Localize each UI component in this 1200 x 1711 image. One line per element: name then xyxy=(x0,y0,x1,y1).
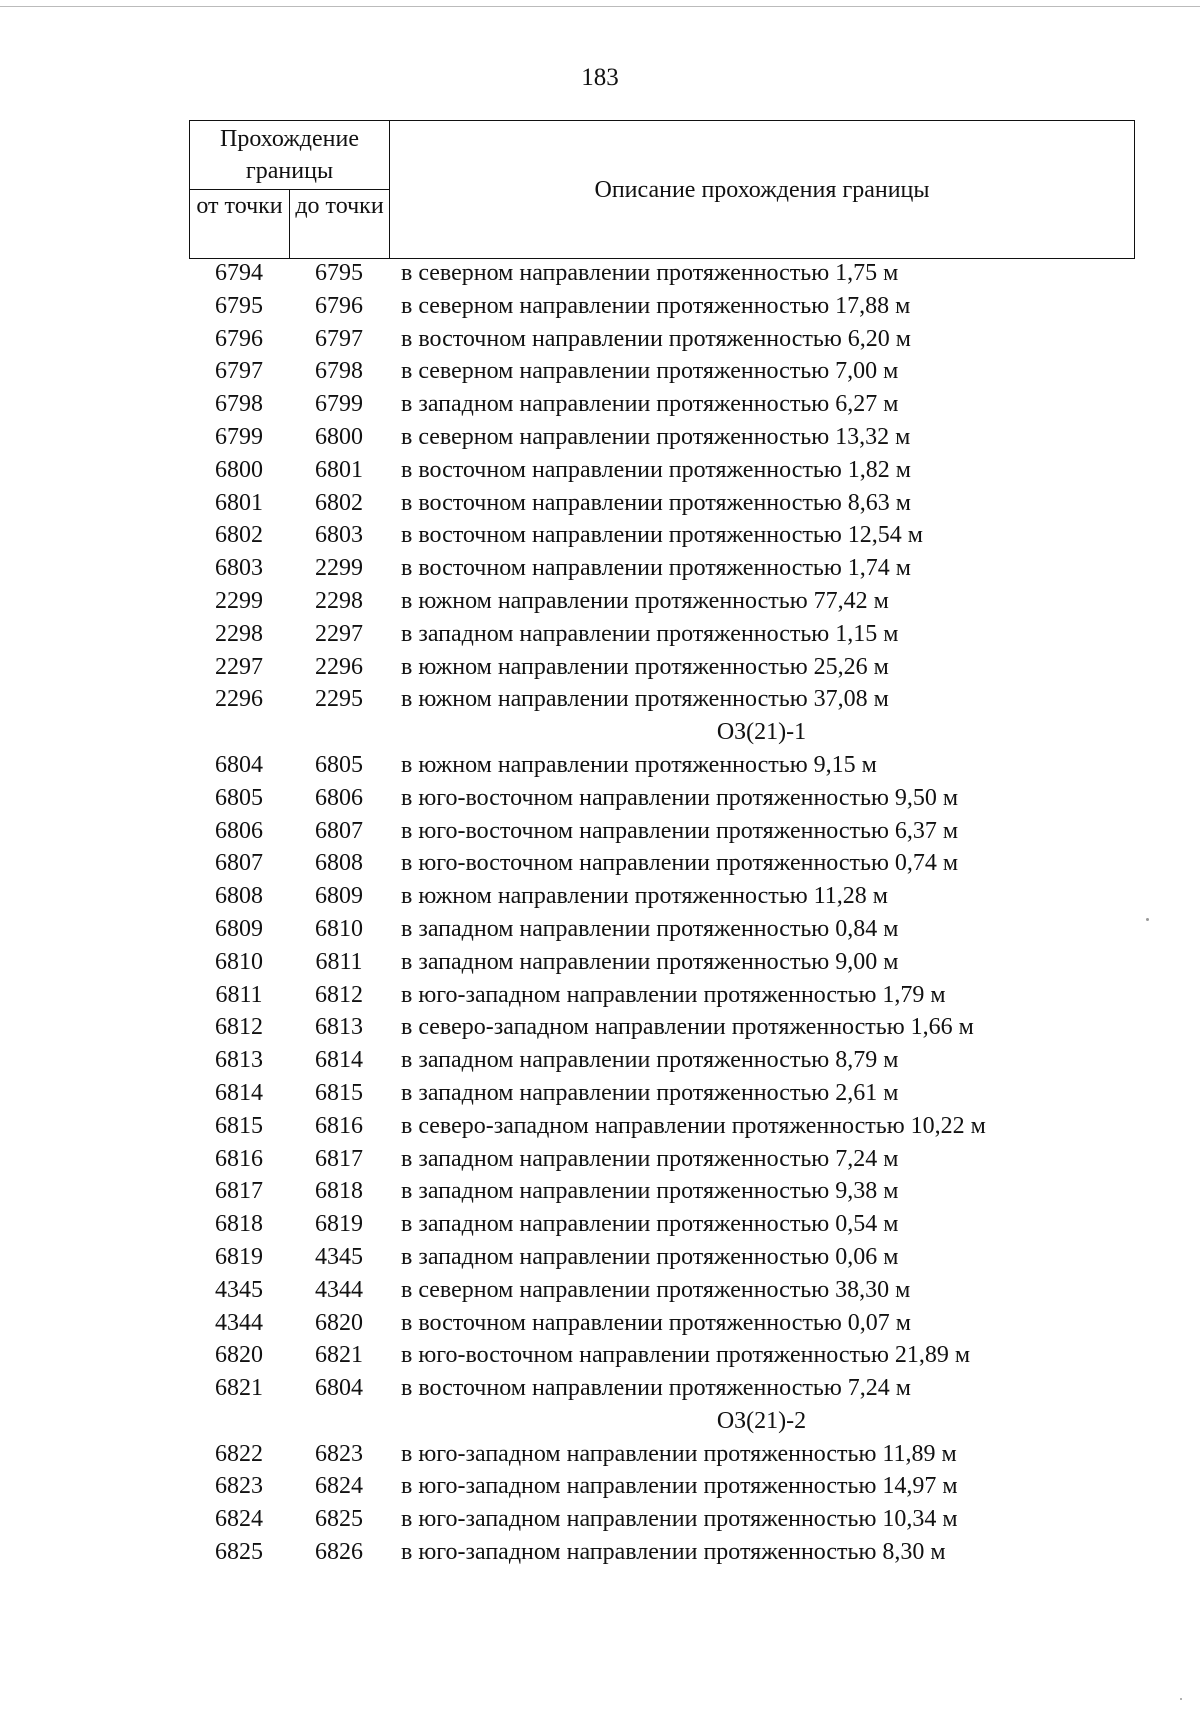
description-cell: в западном направлении протяженностью 1,15 м xyxy=(401,620,899,647)
table-row xyxy=(189,1340,1134,1373)
table-row xyxy=(189,684,1134,717)
description-cell: в южном направлении протяженностью 37,08 м xyxy=(401,686,889,713)
from-point-cell: 6822 xyxy=(215,1440,263,1467)
table-row xyxy=(189,422,1134,455)
description-cell: в западном направлении протяженностью 8,79 м xyxy=(401,1047,899,1074)
to-point-cell: 2298 xyxy=(315,587,363,614)
table-row xyxy=(189,1242,1134,1275)
from-point-cell: 6807 xyxy=(215,850,263,877)
description-cell: в северном направлении протяженностью 38,30 м xyxy=(401,1276,911,1303)
to-point-cell: 6804 xyxy=(315,1375,363,1402)
table-row xyxy=(189,1373,1134,1406)
page-number: 183 xyxy=(581,64,619,91)
description-cell: в юго-западном направлении протяженностью 14,97 м xyxy=(401,1473,958,1500)
to-point-cell: 4345 xyxy=(315,1243,363,1270)
table-row xyxy=(189,947,1134,980)
table-row xyxy=(189,1537,1134,1570)
to-point-cell: 6801 xyxy=(315,456,363,483)
to-point-cell: 2295 xyxy=(315,686,363,713)
header-boundary-passage: Прохождение границы xyxy=(190,121,390,190)
description-cell: в юго-западном направлении протяженностью 8,30 м xyxy=(401,1539,946,1566)
description-cell: в юго-западном направлении протяженностью 10,34 м xyxy=(401,1506,958,1533)
table-row xyxy=(189,356,1134,389)
to-point-cell: 4344 xyxy=(315,1276,363,1303)
to-point-cell: 6821 xyxy=(315,1342,363,1369)
to-point-cell: 6803 xyxy=(315,522,363,549)
to-point-cell: 6819 xyxy=(315,1211,363,1238)
description-cell: в восточном направлении протяженностью 6,20 м xyxy=(401,325,911,352)
description-cell: в юго-восточном направлении протяженностью 21,89 м xyxy=(401,1342,971,1369)
section-heading: ОЗ(21)-1 xyxy=(716,719,807,746)
from-point-cell: 6811 xyxy=(215,981,263,1008)
from-point-cell: 6797 xyxy=(215,358,263,385)
from-point-cell: 6795 xyxy=(215,292,263,319)
to-point-cell: 6799 xyxy=(315,391,363,418)
description-cell: в северном направлении протяженностью 7,00 м xyxy=(401,358,899,385)
to-point-cell: 6818 xyxy=(315,1178,363,1205)
to-point-cell: 6825 xyxy=(315,1506,363,1533)
scan-speck xyxy=(1180,1698,1182,1700)
table-row xyxy=(189,1045,1134,1078)
from-point-cell: 6804 xyxy=(215,751,263,778)
description-cell: в западном направлении протяженностью 9,38 м xyxy=(401,1178,899,1205)
boundary-rows xyxy=(189,258,1134,1570)
from-point-cell: 6796 xyxy=(215,325,263,352)
from-point-cell: 6818 xyxy=(215,1211,263,1238)
section-heading-row xyxy=(189,717,1134,750)
table-row xyxy=(189,881,1134,914)
from-point-cell: 2298 xyxy=(215,620,263,647)
table-header xyxy=(189,120,1135,259)
description-cell: в северном направлении протяженностью 13,32 м xyxy=(401,423,911,450)
table-row xyxy=(189,1012,1134,1045)
to-point-cell: 6807 xyxy=(315,817,363,844)
table-row xyxy=(189,652,1134,685)
description-cell: в западном направлении протяженностью 0,84 м xyxy=(401,915,899,942)
table-row xyxy=(189,1111,1134,1144)
table-row xyxy=(189,488,1134,521)
description-cell: в восточном направлении протяженностью 1,82 м xyxy=(401,456,911,483)
from-point-cell: 6802 xyxy=(215,522,263,549)
description-cell: в восточном направлении протяженностью 0,07 м xyxy=(401,1309,911,1336)
from-point-cell: 6812 xyxy=(215,1014,263,1041)
table-row xyxy=(189,455,1134,488)
from-point-cell: 6798 xyxy=(215,391,263,418)
from-point-cell: 6825 xyxy=(215,1539,263,1566)
description-cell: в западном направлении протяженностью 9,00 м xyxy=(401,948,899,975)
to-point-cell: 6820 xyxy=(315,1309,363,1336)
header-from-point: от точки xyxy=(190,190,290,259)
description-cell: в северном направлении протяженностью 1,75 м xyxy=(401,260,899,286)
description-cell: в южном направлении протяженностью 25,26 м xyxy=(401,653,889,680)
from-point-cell: 6801 xyxy=(215,489,263,516)
to-point-cell: 6797 xyxy=(315,325,363,352)
table-row xyxy=(189,816,1134,849)
to-point-cell: 6800 xyxy=(315,423,363,450)
description-cell: в восточном направлении протяженностью 7,24 м xyxy=(401,1375,911,1402)
table-row xyxy=(189,980,1134,1013)
header-boundary-description: Описание прохождения границы xyxy=(390,121,1135,259)
table-row xyxy=(189,1504,1134,1537)
table-row xyxy=(189,848,1134,881)
table-row xyxy=(189,914,1134,947)
to-point-cell: 2299 xyxy=(315,555,363,582)
from-point-cell: 6820 xyxy=(215,1342,263,1369)
to-point-cell: 6795 xyxy=(315,260,363,286)
from-point-cell: 6809 xyxy=(215,915,263,942)
description-cell: в юго-западном направлении протяженностью 1,79 м xyxy=(401,981,946,1008)
from-point-cell: 6813 xyxy=(215,1047,263,1074)
description-cell: в западном направлении протяженностью 7,24 м xyxy=(401,1145,899,1172)
description-cell: в южном направлении протяженностью 77,42 м xyxy=(401,587,889,614)
table-row xyxy=(189,1308,1134,1341)
table-row xyxy=(189,619,1134,652)
from-point-cell: 6815 xyxy=(215,1112,263,1139)
description-cell: в южном направлении протяженностью 9,15 м xyxy=(401,751,877,778)
to-point-cell: 2296 xyxy=(315,653,363,680)
description-cell: в восточном направлении протяженностью 8,63 м xyxy=(401,489,911,516)
description-cell: в западном направлении протяженностью 2,61 м xyxy=(401,1079,899,1106)
from-point-cell: 6823 xyxy=(215,1473,263,1500)
to-point-cell: 6823 xyxy=(315,1440,363,1467)
from-point-cell: 6816 xyxy=(215,1145,263,1172)
to-point-cell: 6815 xyxy=(315,1079,363,1106)
table-row xyxy=(189,1176,1134,1209)
description-cell: в западном направлении протяженностью 6,27 м xyxy=(401,391,899,418)
from-point-cell: 6805 xyxy=(215,784,263,811)
to-point-cell: 6808 xyxy=(315,850,363,877)
description-cell: в юго-восточном направлении протяженностью 9,50 м xyxy=(401,784,959,811)
from-point-cell: 2296 xyxy=(215,686,263,713)
from-point-cell: 6821 xyxy=(215,1375,263,1402)
table-row xyxy=(189,1078,1134,1111)
table-row xyxy=(189,1275,1134,1308)
description-cell: в восточном направлении протяженностью 1,74 м xyxy=(401,555,911,582)
to-point-cell: 6809 xyxy=(315,883,363,910)
to-point-cell: 6802 xyxy=(315,489,363,516)
to-point-cell: 6817 xyxy=(315,1145,363,1172)
to-point-cell: 6796 xyxy=(315,292,363,319)
from-point-cell: 6803 xyxy=(215,555,263,582)
to-point-cell: 6824 xyxy=(315,1473,363,1500)
table-row xyxy=(189,1209,1134,1242)
description-cell: в северо-западном направлении протяженностью 10,22 м xyxy=(401,1112,986,1139)
table-row xyxy=(189,553,1134,586)
table-row xyxy=(189,1439,1134,1472)
from-point-cell: 6794 xyxy=(215,260,263,286)
to-point-cell: 6826 xyxy=(315,1539,363,1566)
table-row xyxy=(189,389,1134,422)
header-to-point: до точки xyxy=(290,190,390,259)
description-cell: в северо-западном направлении протяженностью 1,66 м xyxy=(401,1014,974,1041)
to-point-cell: 6798 xyxy=(315,358,363,385)
to-point-cell: 6810 xyxy=(315,915,363,942)
from-point-cell: 6800 xyxy=(215,456,263,483)
to-point-cell: 6816 xyxy=(315,1112,363,1139)
from-point-cell: 6799 xyxy=(215,423,263,450)
from-point-cell: 6810 xyxy=(215,948,263,975)
to-point-cell: 6814 xyxy=(315,1047,363,1074)
to-point-cell: 6805 xyxy=(315,751,363,778)
description-cell: в западном направлении протяженностью 0,06 м xyxy=(401,1243,899,1270)
description-cell: в восточном направлении протяженностью 12,54 м xyxy=(401,522,923,549)
table-row xyxy=(189,586,1134,619)
description-cell: в северном направлении протяженностью 17,88 м xyxy=(401,292,911,319)
from-point-cell: 6819 xyxy=(215,1243,263,1270)
from-point-cell: 2299 xyxy=(215,587,263,614)
description-cell: в юго-западном направлении протяженностью 11,89 м xyxy=(401,1440,957,1467)
from-point-cell: 6808 xyxy=(215,883,263,910)
to-point-cell: 6813 xyxy=(315,1014,363,1041)
table-row xyxy=(189,750,1134,783)
table-row xyxy=(189,324,1134,357)
from-point-cell: 6814 xyxy=(215,1079,263,1106)
description-cell: в юго-восточном направлении протяженностью 6,37 м xyxy=(401,817,959,844)
to-point-cell: 2297 xyxy=(315,620,363,647)
table-row xyxy=(189,258,1134,291)
table-row xyxy=(189,783,1134,816)
from-point-cell: 6824 xyxy=(215,1506,263,1533)
section-heading-row xyxy=(189,1406,1134,1439)
from-point-cell: 6817 xyxy=(215,1178,263,1205)
description-cell: в западном направлении протяженностью 0,54 м xyxy=(401,1211,899,1238)
scan-speck xyxy=(1146,918,1149,921)
to-point-cell: 6812 xyxy=(315,981,363,1008)
description-cell: в юго-восточном направлении протяженностью 0,74 м xyxy=(401,850,959,877)
table-row xyxy=(189,520,1134,553)
table-row xyxy=(189,1471,1134,1504)
table-row xyxy=(189,1144,1134,1177)
to-point-cell: 6811 xyxy=(315,948,363,975)
scan-top-edge-line xyxy=(0,6,1200,7)
table-row xyxy=(189,291,1134,324)
to-point-cell: 6806 xyxy=(315,784,363,811)
from-point-cell: 2297 xyxy=(215,653,263,680)
from-point-cell: 4344 xyxy=(215,1309,263,1336)
from-point-cell: 6806 xyxy=(215,817,263,844)
section-heading: ОЗ(21)-2 xyxy=(716,1407,807,1434)
description-cell: в южном направлении протяженностью 11,28 м xyxy=(401,883,888,910)
from-point-cell: 4345 xyxy=(215,1276,263,1303)
